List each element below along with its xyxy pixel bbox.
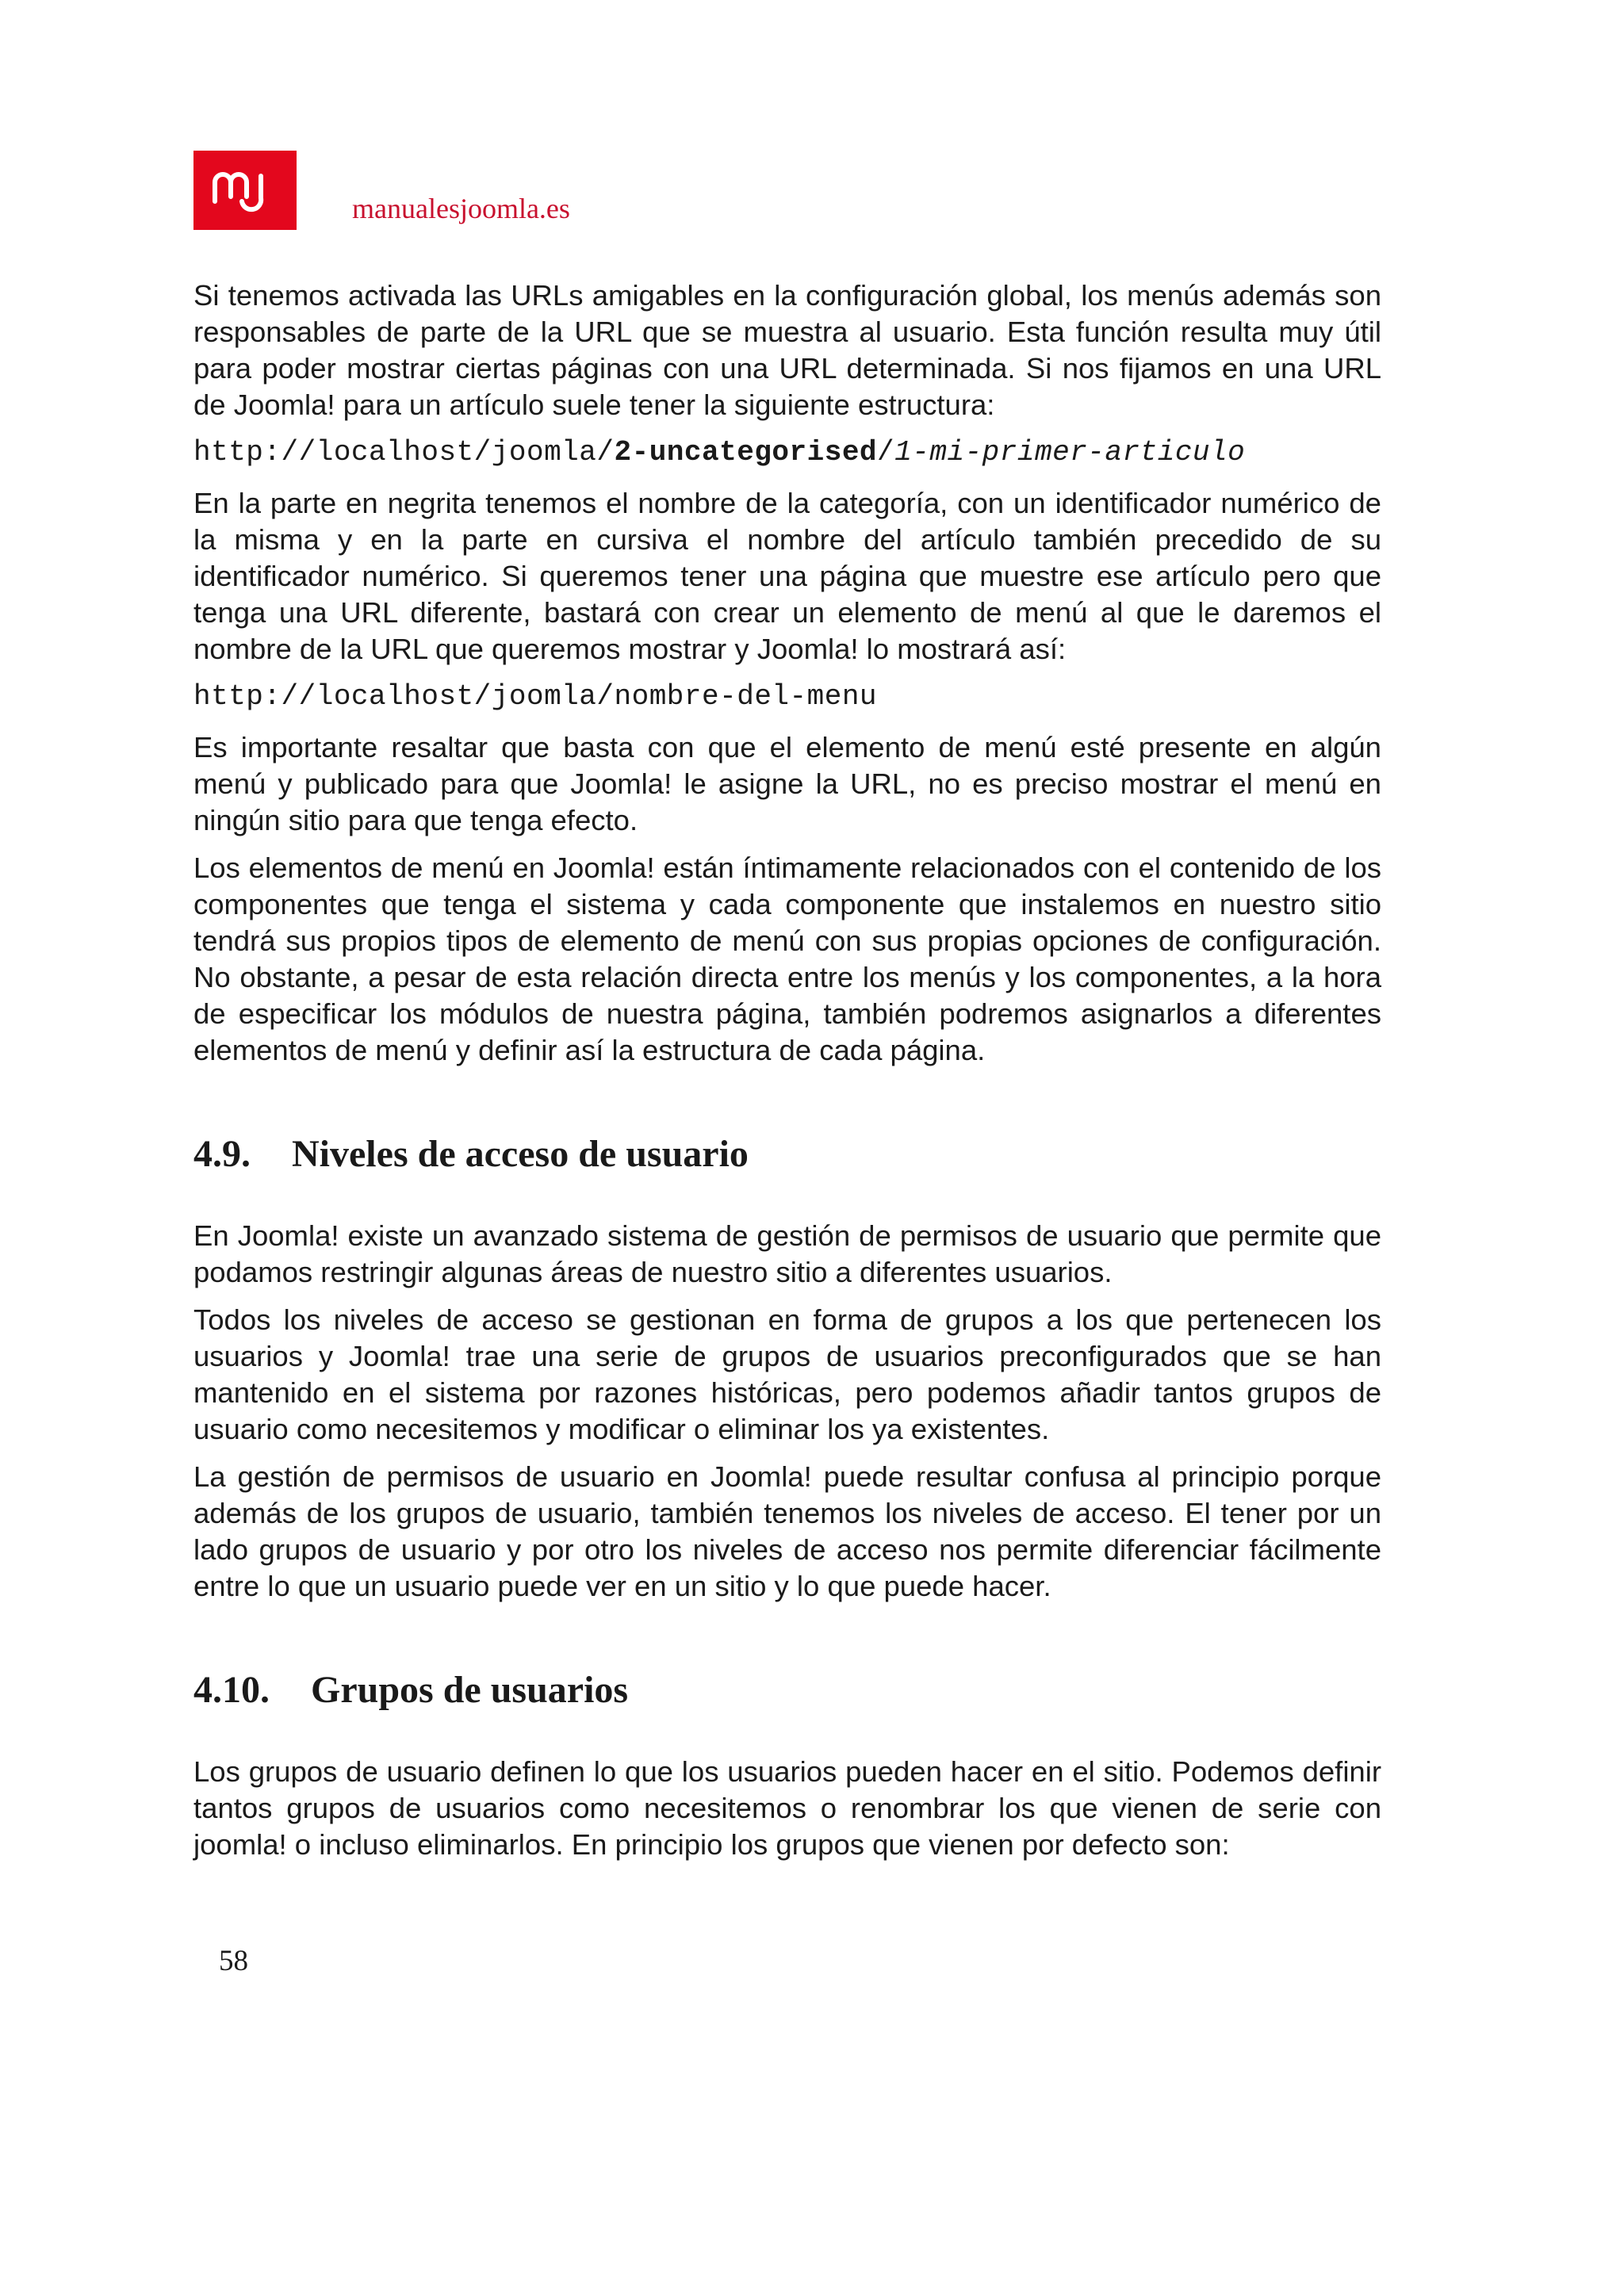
url-separator: / (877, 436, 895, 469)
url-category-bold: 2-uncategorised (614, 436, 878, 469)
mj-logo-icon (193, 151, 297, 230)
section-number: 4.9. (193, 1133, 251, 1175)
paragraph-4-9-a: En Joomla! existe un avanzado sistema de gestión de permisos de usuario que permite que podamos restringir algunas áreas de nuestro sitio a diferentes usuarios. (193, 1219, 1381, 1288)
paragraph-2: En la parte en negrita tenemos el nombre de la categoría, con un identificador numérico de la misma y en la parte en cursiva el nombre del artículo también precedido de su identificador numérico. Si queremos tener una página que muestre ese artículo pero que tenga una URL diferente, bastará con crear un elemento de menú al que le daremos el nombre de la URL que queremos mostrar y Joomla! lo mostrará así: (193, 487, 1381, 665)
paragraph-3: Es importante resaltar que basta con que el elemento de menú esté presente en algún menú y publicado para que Joomla! le asigne la URL, no es preciso mostrar el menú en ningún sitio para que tenga efecto. (193, 731, 1381, 836)
paragraph-intro: Si tenemos activada las URLs amigables en la configuración global, los menús además son responsables de parte de la URL que se muestra al usuario. Esta función resulta muy útil para poder mostrar ciertas páginas con una URL determinada. Si nos fijamos en una URL de Joomla! para un artículo suele tener la siguiente estructura: (193, 279, 1381, 421)
paragraph-4-10-a: Los grupos de usuario definen lo que los usuarios pueden hacer en el sitio. Podemos definir tantos grupos de usuarios como necesitemos o renombrar los que vienen de serie con joomla! o incluso eliminarlos. En principio los grupos que vienen por defecto son: (193, 1755, 1381, 1861)
section-number: 4.10. (193, 1669, 270, 1711)
section-heading-4-9 (193, 1131, 1381, 1178)
section-title: Grupos de usuarios (311, 1669, 629, 1711)
site-name[interactable]: manualesjoomla.es (352, 193, 570, 224)
page-header (193, 149, 570, 230)
page-number: 58 (219, 1945, 248, 1977)
paragraph-4: Los elementos de menú en Joomla! están íntimamente relacionados con el contenido de los componentes que tenga el sistema y cada componente que instalemos en nuestro sitio tendrá sus propios tipos de elemento de menú con sus propias opciones de configuración. No obstante, a pesar de esta relación directa entre los menús y los componentes, a la hora de especificar los módulos de nuestra página, también podremos asignarlos a diferentes elementos de menú y definir así la estructura de cada página. (193, 851, 1381, 1066)
section-heading-4-10 (193, 1667, 1381, 1714)
paragraph-4-9-c: La gestión de permisos de usuario en Joomla! puede resultar confusa al principio porque además de los grupos de usuario, también tenemos los niveles de acceso. El tener por un lado grupos de usuario y por otro los niveles de acceso nos permite diferenciar fácilmente entre lo que un usuario puede ver en un sitio y lo que puede hacer. (193, 1460, 1381, 1602)
url-article-italic: 1-mi-primer-articulo (894, 436, 1246, 469)
url-example-2: http://localhost/joomla/nombre-del-menu (193, 680, 878, 713)
paragraph-4-9-b: Todos los niveles de acceso se gestionan en forma de grupos a los que pertenecen los usuarios y Joomla! trae una serie de grupos de usuarios preconfigurados que se han mantenido en el sistema por razones históricas, pero podemos añadir tantos grupos de usuario como necesitemos y modificar o eliminar los ya existentes. (193, 1303, 1381, 1445)
url-example-1 (193, 434, 1381, 471)
section-title: Niveles de acceso de usuario (292, 1133, 749, 1175)
main-content (193, 277, 1381, 1874)
url-prefix: http://localhost/joomla/ (193, 436, 615, 469)
